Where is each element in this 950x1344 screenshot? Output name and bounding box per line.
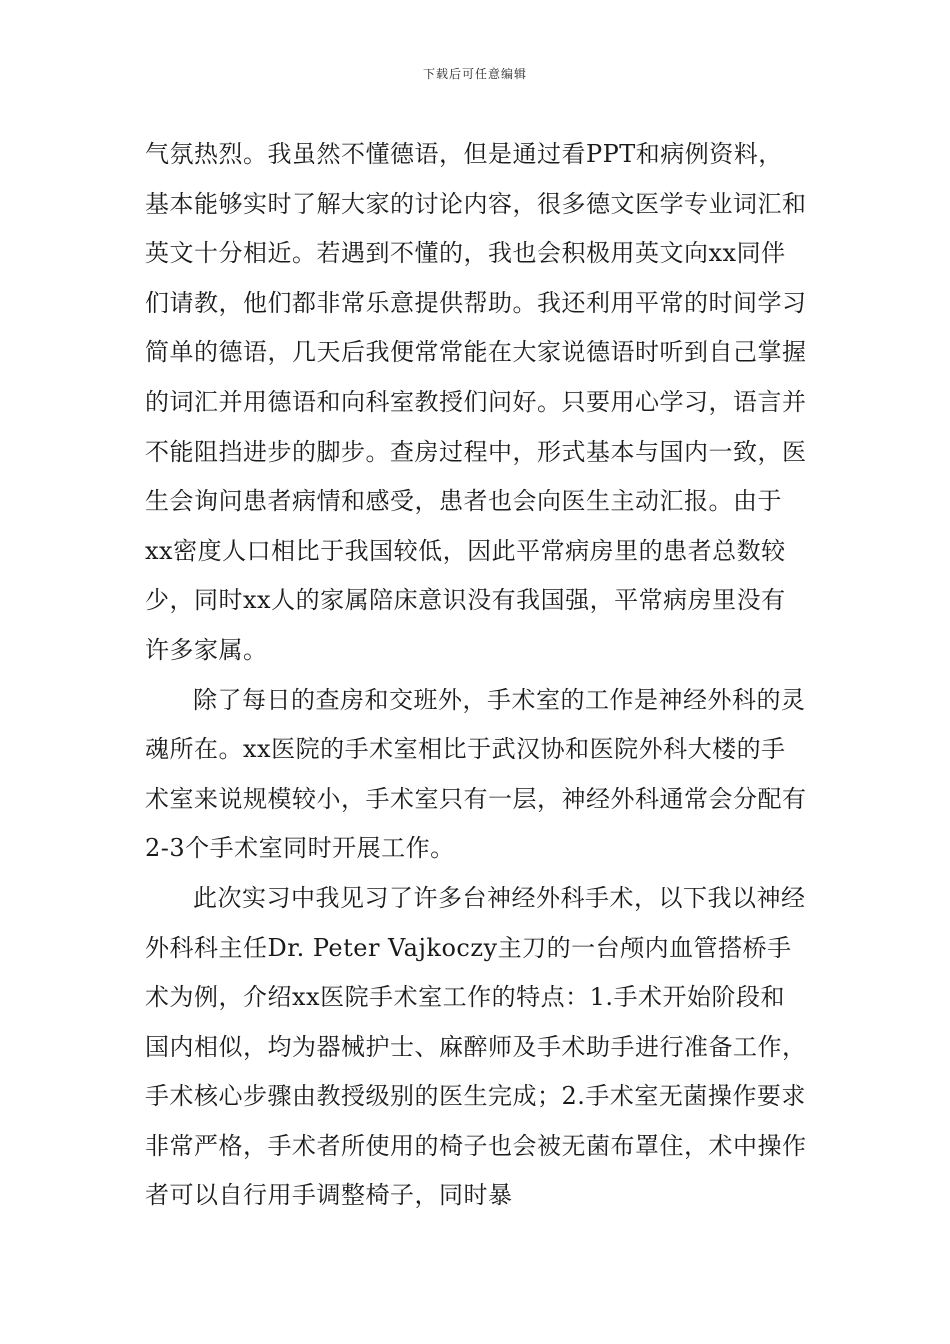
page-header: 下载后可任意编辑 <box>422 67 527 81</box>
document-body <box>145 130 807 1221</box>
paragraph-1: 气氛热烈。我虽然不懂德语，但是通过看PPT和病例资料，基本能够实时了解大家的讨论内容，很多德文医学专业词汇和英文十分相近。若遇到不懂的，我也会积极用英文向xx同伴们请教，他们都非常乐意提供帮助。我还利用平常的时间学习简单的德语，几天后我便常常能在大家说德语时听到自己掌握的词汇并用德语和向科室教授们问好。只要用心学习，语言并不能阻挡进步的脚步。查房过程中，形式基本与国内一致，医生会询问患者病情和感受，患者也会向医生主动汇报。由于xx密度人口相比于我国较低，因此平常病房里的患者总数较少，同时xx人的家属陪床意识没有我国强，平常病房里没有许多家属。 <box>145 140 807 664</box>
paragraph-2: 除了每日的查房和交班外，手术室的工作是神经外科的灵魂所在。xx医院的手术室相比于武汉协和医院外科大楼的手术室来说规模较小，手术室只有一层，神经外科通常会分配有2-3个手术室同时开展工作。 <box>145 685 807 863</box>
paragraph-3: 此次实习中我见习了许多台神经外科手术，以下我以神经外科科主任Dr. Peter Vajkoczy主刀的一台颅内血管搭桥手术为例，介绍xx医院手术室工作的特点：1.手术开始阶段和国内相似，均为器械护士、麻醉师及手术助手进行准备工作，手术核心步骤由教授级别的医生完成；2.手术室无菌操作要求非常严格，手术者所使用的椅子也会被无菌布罩住，术中操作者可以自行用手调整椅子，同时暴 <box>145 883 807 1210</box>
